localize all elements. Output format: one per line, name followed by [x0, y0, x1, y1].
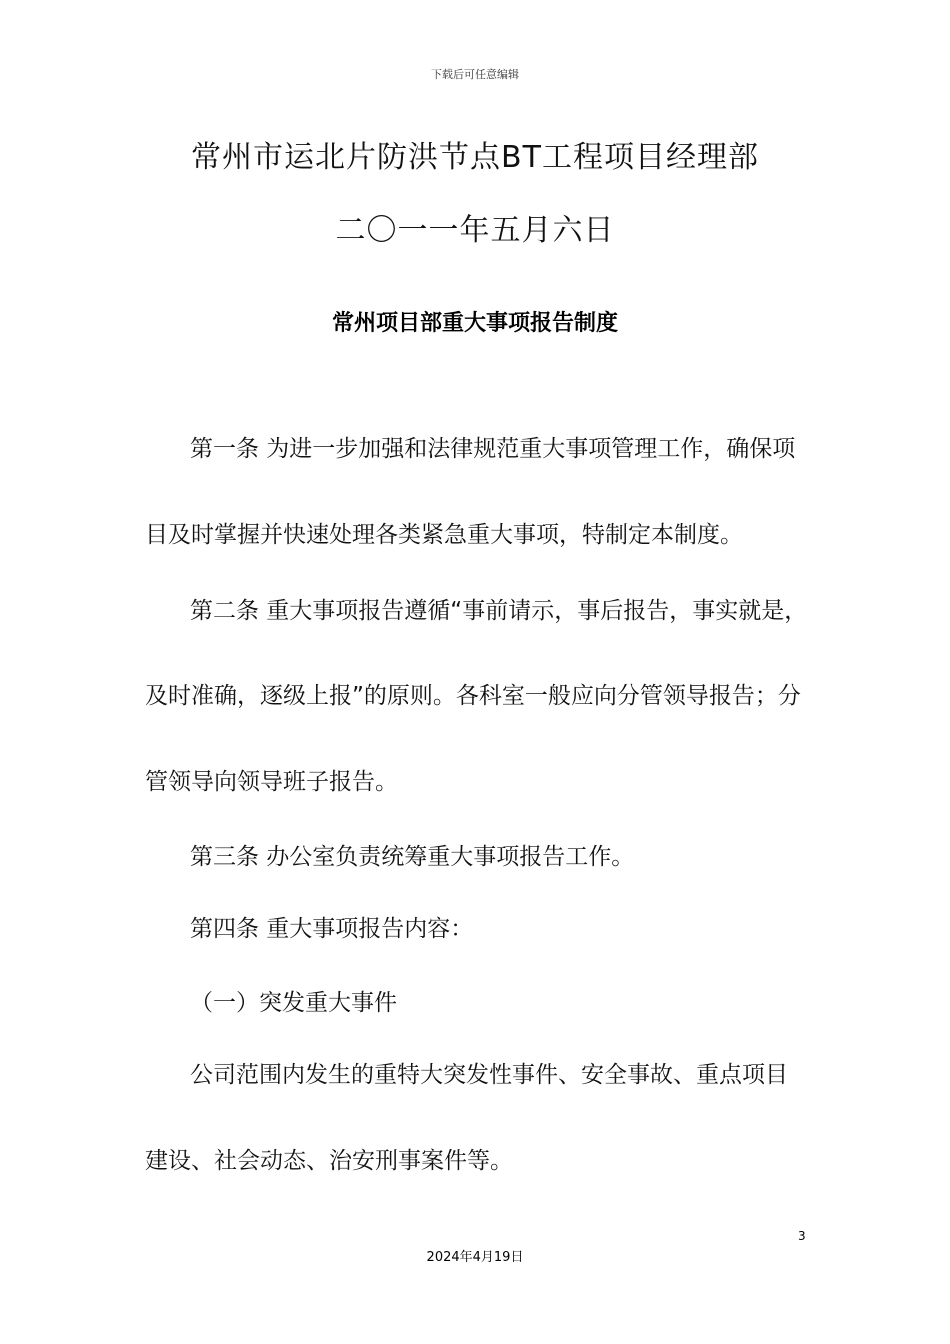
page-number: 3	[798, 1229, 806, 1243]
footer-date: 2024年4月19日	[426, 1250, 524, 1265]
paragraph-sudden-events-line-1: 公司范围内发生的重特大突发性事件、安全事故、重点项目	[190, 1062, 788, 1088]
paragraph-article-1-line-2: 目及时掌握并快速处理各类紧急重大事项，特制定本制度。	[145, 522, 743, 548]
paragraph-article-2-line-3: 管领导向领导班子报告。	[145, 769, 398, 795]
paragraph-article-2-line-1: 第二条 重大事项报告遵循“事前请示，事后报告，事实就是，	[190, 598, 808, 624]
date-title: 二〇一一年五月六日	[335, 213, 615, 248]
header-note: 下载后可任意编辑	[431, 68, 519, 81]
document-title: 常州项目部重大事项报告制度	[331, 311, 618, 336]
paragraph-article-3: 第三条 办公室负责统筹重大事项报告工作。	[190, 844, 635, 870]
paragraph-article-4: 第四条 重大事项报告内容：	[190, 916, 474, 942]
org-title: 常州市运北片防洪节点BT工程项目经理部	[191, 140, 759, 175]
subheading-sudden-events: （一）突发重大事件	[190, 990, 397, 1016]
paragraph-article-2-line-2: 及时准确，逐级上报”的原则。各科室一般应向分管领导报告；分	[145, 683, 801, 709]
paragraph-sudden-events-line-2: 建设、社会动态、治安刑事案件等。	[145, 1148, 513, 1174]
paragraph-article-1-line-1: 第一条 为进一步加强和法律规范重大事项管理工作，确保项	[190, 436, 796, 462]
